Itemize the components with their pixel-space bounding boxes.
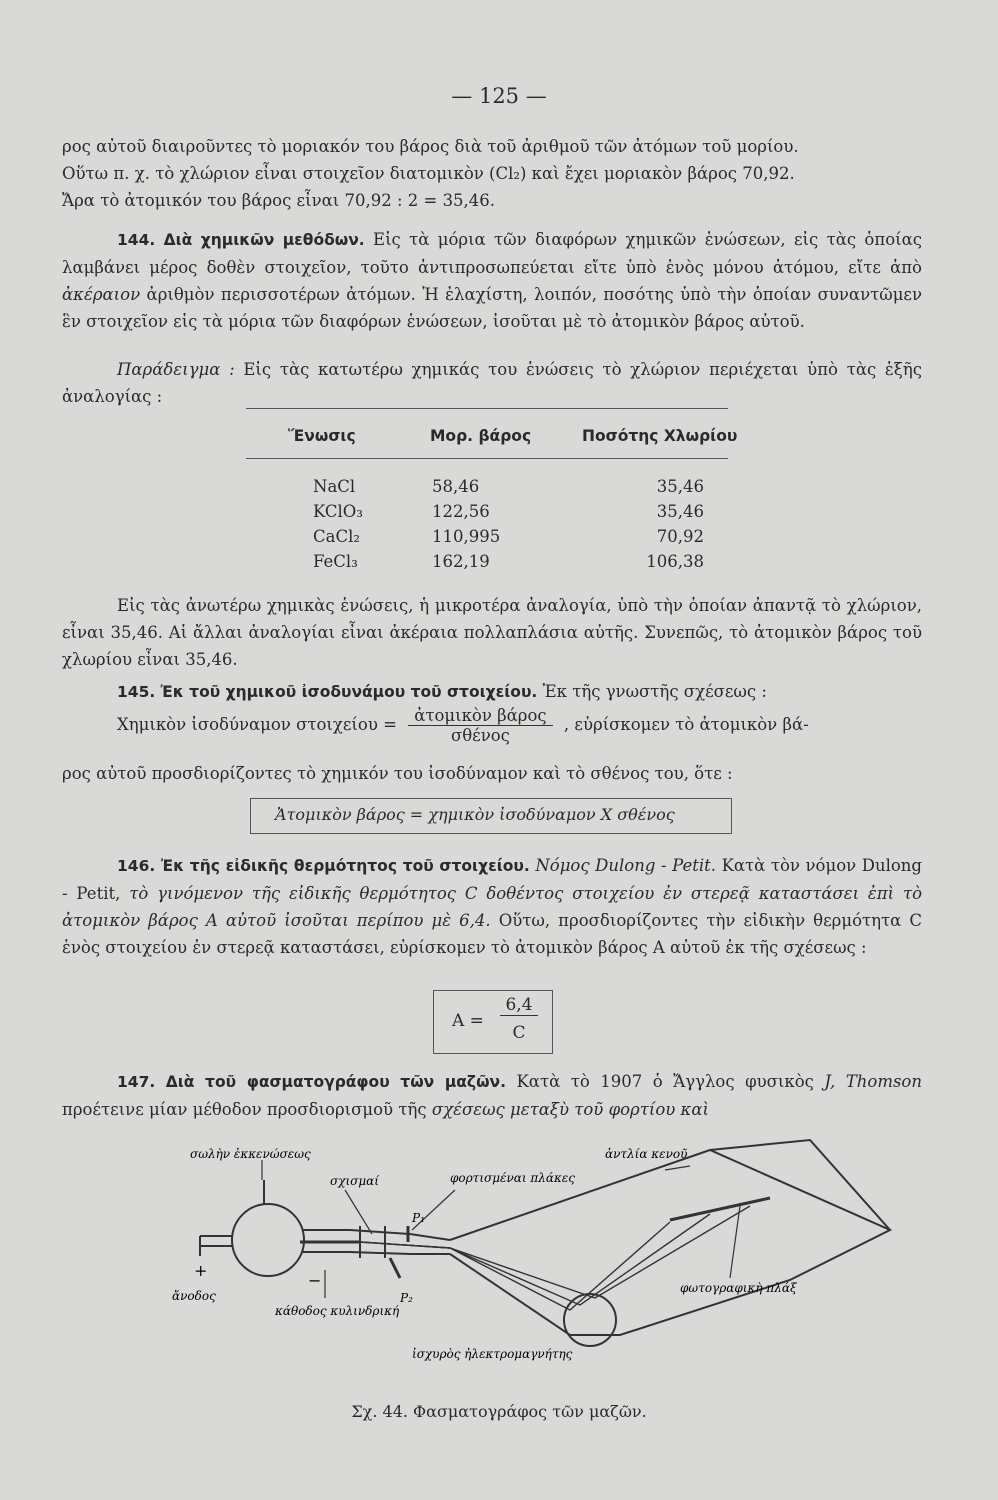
intro-line-3: Ἄρα τὸ ἀτομικόν του βάρος εἶναι 70,92 : 2 = 35,46.: [62, 191, 496, 210]
chlorine-table: [246, 418, 746, 454]
formula-lhs: Χημικὸν ἰσοδύναμον στοιχείου =: [117, 715, 397, 734]
page-number: — 125 —: [451, 84, 547, 108]
photographic-plate: [670, 1198, 770, 1220]
section-146-text2: Οὕτω, προσδιορίζοντες τὴν εἰδικὴν θερμότητα C ἑνὸς στοιχείου ἐν στερεᾷ καταστάσει, εὑρίσκομεν τὸ ἀτομικὸν βάρος A αὐτοῦ ἐκ τῆς σχέσεως :: [62, 911, 923, 957]
mol-weight-cell: 122,56: [432, 502, 490, 521]
intro-paragraph: [62, 133, 922, 214]
chlorine-table-body: [312, 474, 705, 574]
label-photo-plate: φωτογραφικὴ πλάξ: [680, 1281, 797, 1295]
section-145-number: 145.: [117, 683, 156, 701]
section-145-intro: Ἐκ τῆς γνωστῆς σχέσεως :: [542, 682, 767, 701]
discharge-bulb: [232, 1204, 304, 1276]
figure-caption: Σχ. 44. Φασματογράφος τῶν μαζῶν.: [351, 1402, 647, 1421]
header-chlorine-amount: Ποσότης Χλωρίου: [582, 427, 738, 445]
label-pump: ἀντλία κενοῦ: [605, 1147, 688, 1161]
section-147-italic: σχέσεως μεταξὺ τοῦ φορτίου καὶ: [431, 1100, 709, 1119]
dulong-petit-formula: [433, 990, 553, 1054]
neck-lower: [302, 1252, 450, 1254]
section-147-text: Κατὰ τὸ 1907 ὁ Ἄγγλος φυσικὸς: [516, 1072, 814, 1091]
boxed-formula-text: Ἀτομικὸν βάρος = χημικὸν ἰσοδύναμον Χ σθένος: [275, 805, 675, 824]
formula-numerator: 6,4: [500, 995, 538, 1016]
label-plates: φορτισμέναι πλάκες: [450, 1171, 575, 1185]
compound-cell: KClO₃: [313, 502, 363, 521]
section-144-number: 144.: [117, 231, 156, 249]
label-tube-inlet: σωλὴν ἐκκενώσεως: [190, 1147, 311, 1161]
header-mol-weight: Μορ. βάρος: [430, 427, 532, 445]
mol-weight-cell: 162,19: [432, 552, 490, 571]
section-145-heading: [62, 678, 922, 706]
fraction: [408, 706, 552, 745]
compound-cell: NaCl: [313, 477, 356, 496]
formula-a: A =: [452, 1011, 484, 1031]
section-144-text: Εἰς τὰ μόρια τῶν διαφόρων χημικῶν ἑνώσεων, εἰς τὰς ὁποίας λαμβάνει μέρος δοθὲν στοιχεῖον, τοῦτο ἀντιπροσωπεύεται εἴτε ὑπὸ ἑνὸς μόνου ἀτόμου, εἴτε ἀπὸ: [62, 230, 922, 277]
section-147-title: Διὰ τοῦ φασματογράφου τῶν μαζῶν.: [165, 1073, 506, 1091]
equivalent-formula: [117, 706, 927, 745]
label-p1: P₁: [412, 1211, 425, 1225]
chlorine-cell: 35,46: [656, 502, 704, 521]
label-anode: ἄνοδος: [172, 1289, 216, 1303]
intro-line-1: ρος αὐτοῦ διαιροῦντες τὸ μοριακόν του βάρος διὰ τοῦ ἀριθμοῦ τῶν ἀτόμων τοῦ μορίου.: [62, 137, 799, 156]
mol-weight-cell: 58,46: [432, 477, 480, 496]
label-magnet: ἰσχυρὸς ἠλεκτρομαγνήτης: [412, 1347, 573, 1361]
label-cathode: κάθοδος κυλινδρική: [275, 1304, 400, 1318]
plate-p2: [390, 1258, 400, 1278]
section-144-text-after: ἀριθμὸν περισσοτέρων ἀτόμων. Ἡ ἐλαχίστη, λοιπόν, ποσότης ὑπὸ τὴν ὁποίαν συναντῶμεν ἓν στοιχεῖον εἰς τὰ μόρια τῶν διαφόρων ἑνώσεων, ἰσοῦται μὲ τὸ ἀτομικὸν βάρος αὐτοῦ.: [62, 285, 922, 331]
table-header-row: [246, 418, 746, 454]
formula-after: , εὑρίσκομεν τὸ ἀτομικὸν βά-: [563, 715, 809, 734]
label-slits: σχισμαί: [330, 1174, 379, 1188]
table-row: [312, 549, 705, 574]
section-147: [62, 1068, 922, 1123]
section-146-text1: Κατὰ τὸν νόμον Dulong - Petit,: [62, 856, 922, 903]
chlorine-cell: 35,46: [656, 477, 704, 496]
example-paragraph: [62, 356, 922, 410]
section-146-italic: τὸ γινόμενον τῆς εἰδικῆς θερμότητος C δοθέντος στοιχείου ἐν στερεᾷ καταστάσει ἐπὶ τὸ ἀτομικὸν βάρος A αὐτοῦ ἰσοῦται περίπου μὲ 6,4.: [62, 884, 923, 930]
label-p2: P₂: [400, 1291, 413, 1305]
table-row: [312, 499, 705, 524]
label-plus: +: [194, 1261, 208, 1280]
fraction-numerator: ἀτομικὸν βάρος: [408, 706, 552, 726]
compound-cell: FeCl₃: [313, 552, 358, 571]
after-table-paragraph: Εἰς τὰς ἀνωτέρω χημικὰς ἑνώσεις, ἡ μικροτέρα ἀναλογία, ὑπὸ τὴν ὁποίαν ἀπαντᾷ τὸ χλώριον, εἶναι 35,46. Αἱ ἄλλαι ἀναλογίαι εἶναι ἀκέραια πολλαπλάσια αὐτῆς. Συνεπῶς, τὸ ἀτομικὸν βάρος τοῦ χλωρίου εἶναι 35,46.: [62, 596, 922, 669]
label-minus: −: [308, 1271, 322, 1290]
boxed-formula: [250, 798, 732, 834]
compound-cell: CaCl₂: [313, 527, 360, 546]
chamber-flare: [710, 1140, 890, 1230]
example-text: Εἰς τὰς κατωτέρω χημικάς του ἑνώσεις τὸ χλώριον περιέχεται ὑπὸ τὰς ἑξῆς ἀναλογίας :: [62, 360, 922, 406]
header-compound: Ἕνωσις: [288, 427, 356, 445]
neck-upper: [302, 1230, 450, 1240]
chlorine-cell: 70,92: [656, 527, 704, 546]
table-top-rule: [246, 408, 728, 409]
section-145-line2: ρος αὐτοῦ προσδιορίζοντες τὸ χημικόν του ἰσοδύναμον καὶ τὸ σθένος του, ὅτε :: [62, 764, 733, 783]
table-row: [312, 524, 705, 549]
section-144-title: Διὰ χημικῶν μεθόδων.: [163, 231, 365, 249]
chlorine-cell: 106,38: [646, 552, 704, 571]
formula-denominator: C: [512, 1023, 526, 1043]
section-144: [62, 226, 922, 335]
fraction-denominator: σθένος: [450, 726, 510, 745]
section-145-title: Ἐκ τοῦ χημικοῦ ἰσοδυνάμου τοῦ στοιχείου.: [160, 683, 538, 701]
section-146-number: 146.: [117, 857, 156, 875]
section-146-title: Ἐκ τῆς εἰδικῆς θερμότητος τοῦ στοιχείου.: [160, 857, 530, 875]
section-147-text2: προέτεινε μίαν μέθοδον προσδιορισμοῦ τῆς: [62, 1100, 427, 1119]
table-row: [312, 474, 705, 499]
section-147-thomson: J, Thomson: [824, 1072, 922, 1091]
leader-slits: [345, 1190, 372, 1234]
table-header-rule: [246, 458, 728, 459]
mol-weight-cell: 110,995: [432, 527, 501, 546]
section-144-italic: ἀκέραιον: [62, 285, 141, 304]
example-label: Παράδειγμα :: [117, 360, 235, 379]
section-147-number: 147.: [117, 1073, 156, 1091]
mass-spectrograph-figure: [150, 1130, 930, 1430]
intro-line-2: Οὕτω π. χ. τὸ χλώριον εἶναι στοιχεῖον διατομικὸν (Cl₂) καὶ ἔχει μοριακὸν βάρος 70,92.: [62, 164, 795, 183]
section-146: [62, 852, 922, 961]
leader-pump: [665, 1166, 690, 1170]
section-146-law: Νόμος Dulong - Petit.: [535, 856, 717, 875]
